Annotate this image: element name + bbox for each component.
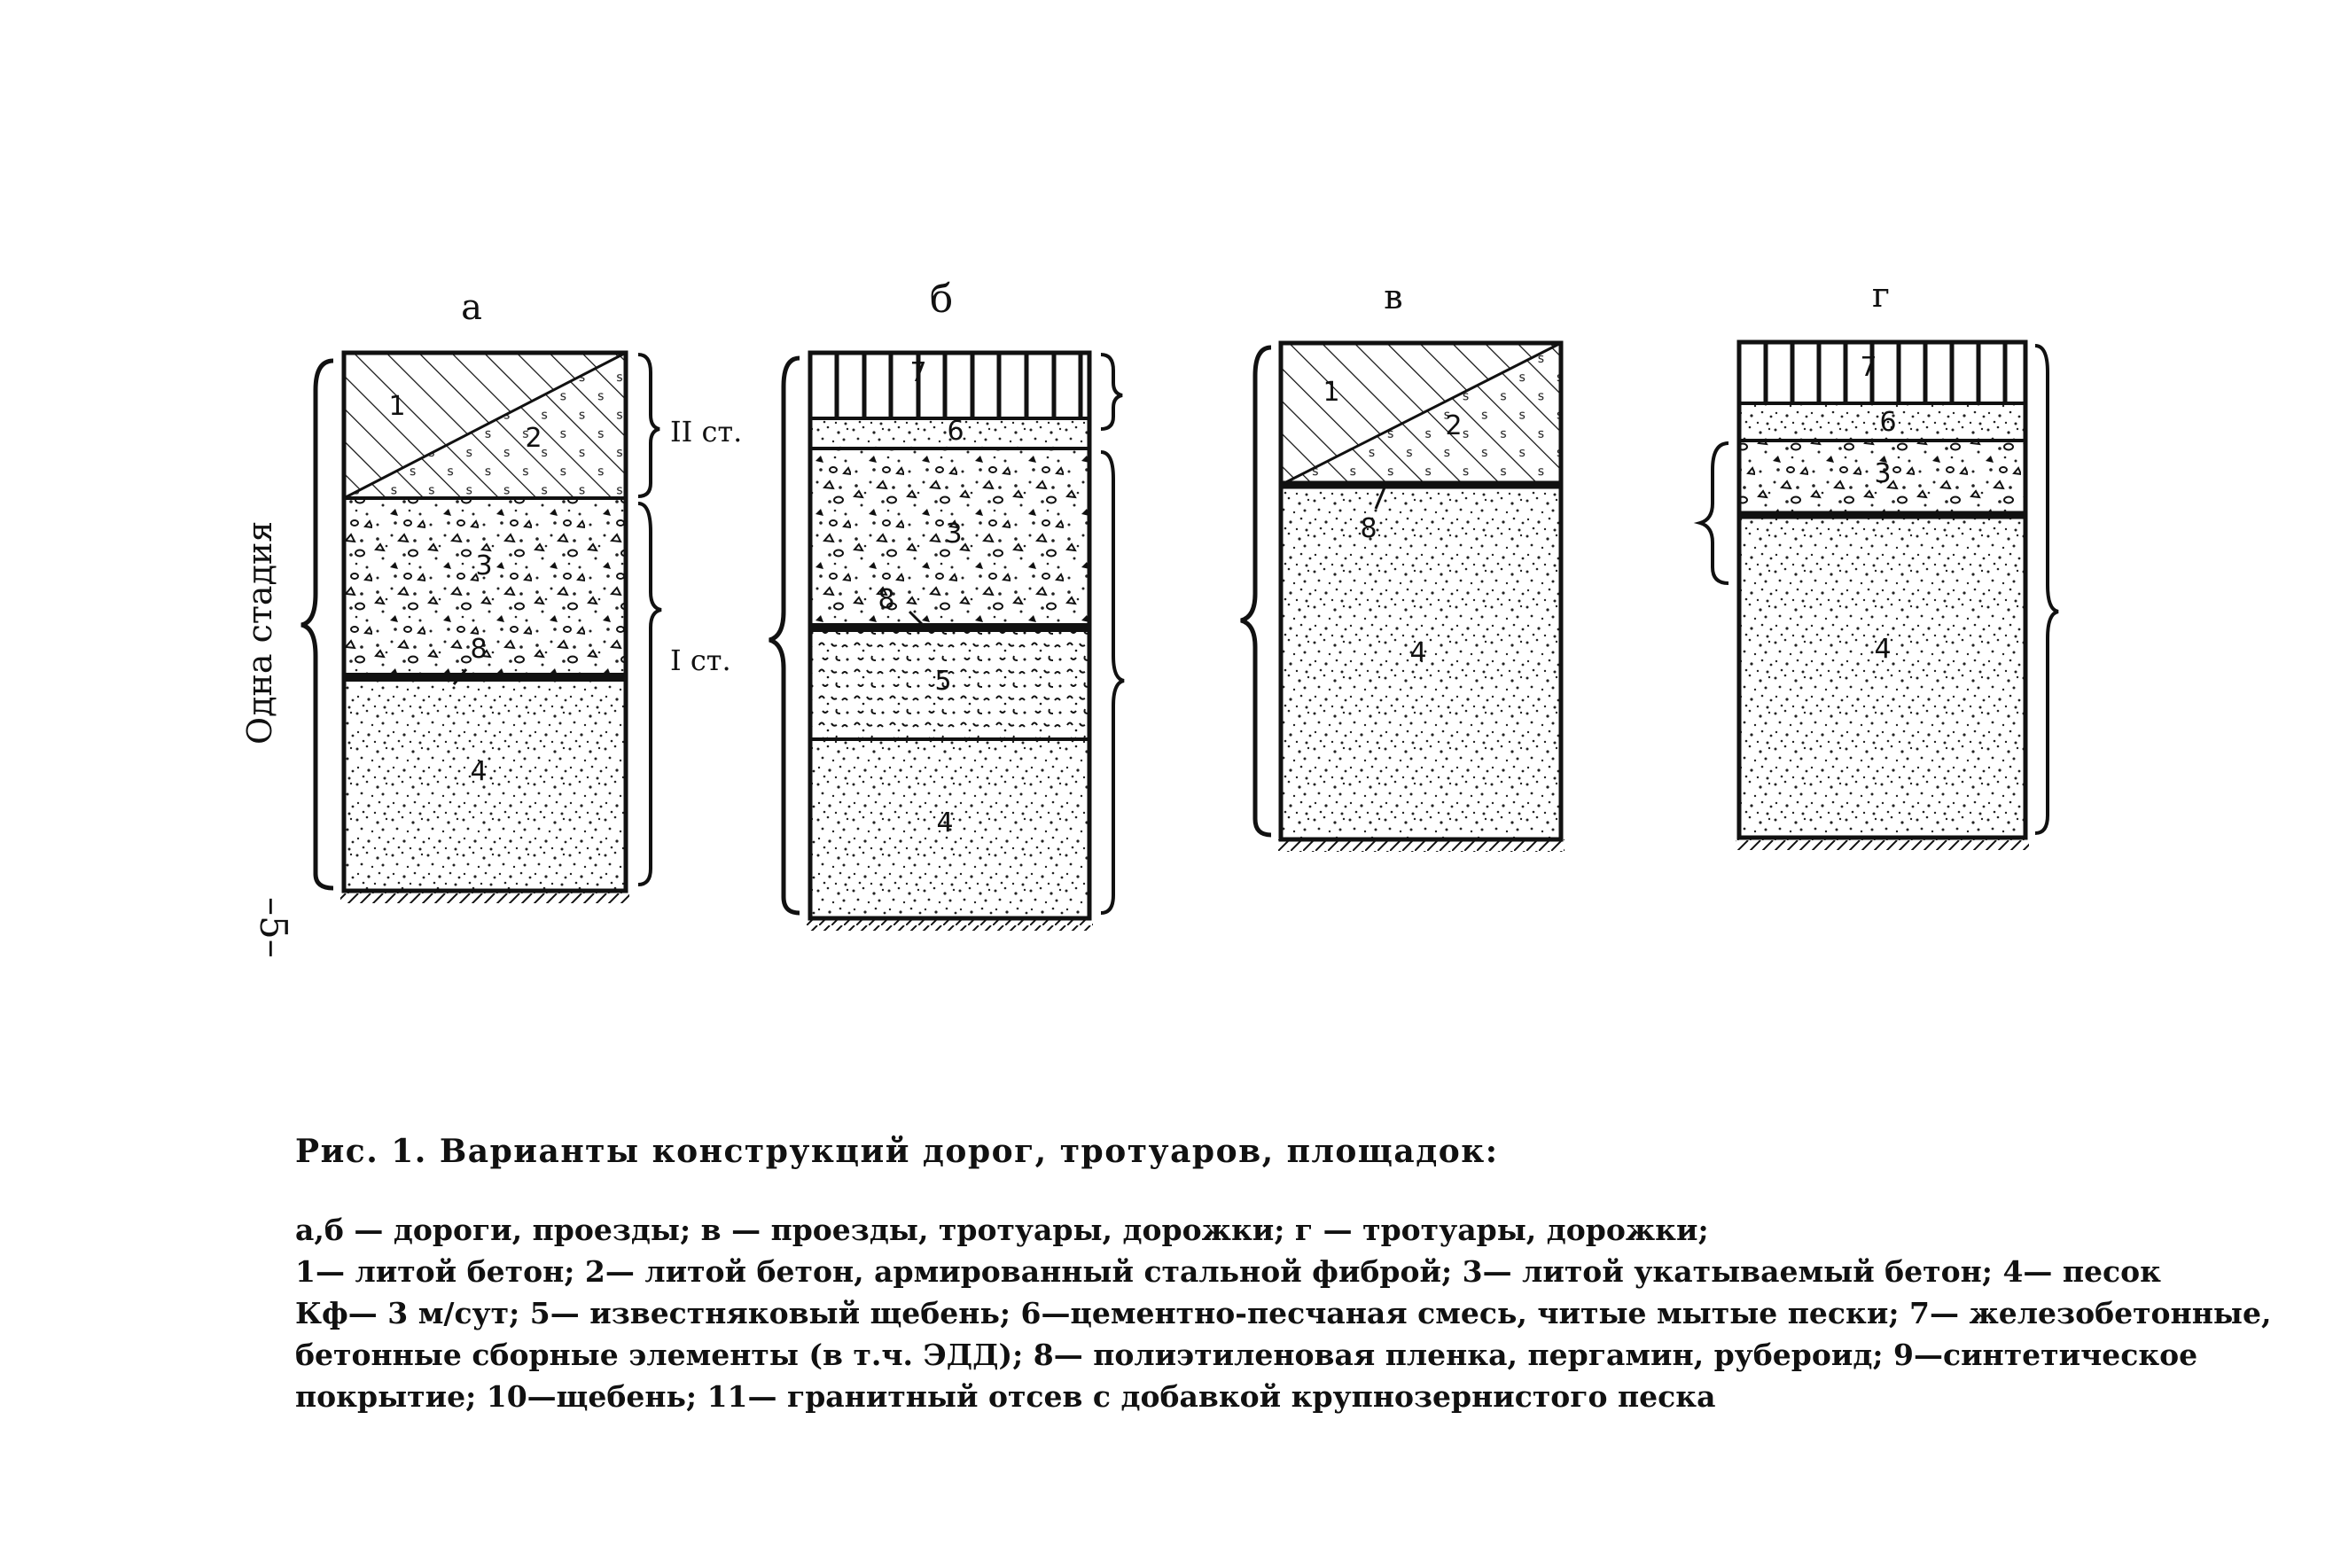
label-a-1: 1	[388, 391, 406, 422]
label-v-8: 8	[1360, 513, 1377, 544]
ground	[1277, 839, 1565, 852]
caption-line-4: бетонные сборные элементы (в т.ч. ЭДД); 8— полиэтиленовая пленка, пергамин, рубероид; 9—синтетическое	[295, 1338, 2198, 1372]
side-stage-label: Одна стадия	[240, 520, 279, 745]
section-v	[1241, 343, 1565, 852]
page-number: –5–	[252, 897, 295, 958]
brace-left-v	[1241, 347, 1271, 835]
figure-caption	[295, 1133, 2272, 1417]
brace-right-g	[2035, 346, 2058, 833]
label-a-4: 4	[470, 756, 488, 787]
label-b-7: 7	[909, 357, 927, 388]
panel-letter-g: г	[1872, 276, 1890, 315]
brace-stage1-a	[638, 503, 661, 885]
caption-line-3: Кф— 3 м/сут; 5— известняковый щебень; 6—цементно-песчаная смесь, читые мытые пески; 7— железобетонные,	[295, 1296, 2272, 1330]
label-b-8: 8	[878, 584, 895, 615]
label-g-6: 6	[1879, 407, 1897, 438]
label-g-4: 4	[1874, 634, 1892, 665]
ground	[1736, 838, 2029, 850]
label-b-5: 5	[934, 666, 952, 697]
label-b-4: 4	[936, 807, 954, 839]
label-g-3: 3	[1874, 458, 1892, 489]
caption-title: Рис. 1. Варианты конструкций дорог, тротуаров, площадок:	[295, 1133, 1499, 1170]
label-v-4: 4	[1409, 637, 1427, 668]
ground	[807, 918, 1093, 931]
label-a-3: 3	[475, 550, 493, 581]
label-a-8: 8	[470, 634, 488, 665]
stage2-label: II ст.	[670, 415, 743, 449]
brace-left-a	[301, 361, 333, 888]
label-v-2: 2	[1445, 410, 1463, 441]
panel-letter-a: а	[461, 287, 482, 328]
layer-4-sand	[1739, 515, 2025, 838]
label-b-6: 6	[947, 416, 964, 447]
section-a	[301, 353, 661, 903]
brace-left-b	[769, 358, 800, 913]
caption-line-1: а,б — дороги, проезды; в — проезды, тротуары, дорожки; г — тротуары, дорожки;	[295, 1213, 1709, 1247]
layer-7-precast-elements	[1739, 342, 2025, 403]
layer-7-precast-elements	[810, 353, 1089, 418]
label-b-3: 3	[945, 519, 963, 550]
brace-stage2-b	[1101, 355, 1122, 429]
stage1-label: I ст.	[670, 644, 731, 677]
caption-line-5: покрытие; 10—щебень; 11— гранитный отсев с добавкой крупнозернистого песка	[295, 1379, 1716, 1414]
label-v-1: 1	[1323, 377, 1340, 408]
label-g-7: 7	[1860, 352, 1877, 383]
panel-letter-b: б	[929, 277, 954, 322]
brace-stage2-a	[638, 355, 659, 496]
brace-stage1-b	[1101, 452, 1124, 913]
brace-left-g	[1700, 443, 1728, 583]
panel-letter-v: в	[1384, 277, 1403, 316]
ground	[340, 891, 629, 903]
label-a-2: 2	[525, 423, 542, 454]
caption-line-2: 1— литой бетон; 2— литой бетон, армированный стальной фиброй; 3— литой укатываемый бетон; 4— песок	[295, 1254, 2161, 1289]
